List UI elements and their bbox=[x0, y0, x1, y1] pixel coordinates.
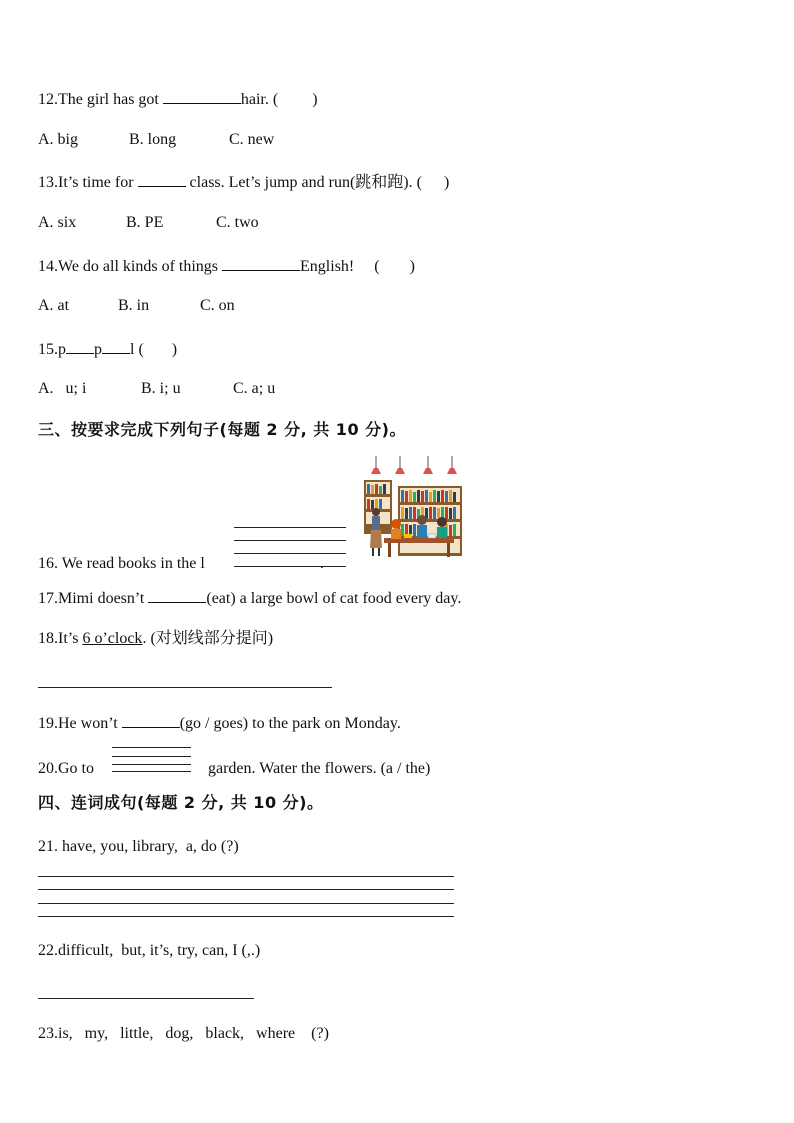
question-text: . (对划线部分提问) bbox=[142, 630, 274, 647]
question-number: 17. bbox=[38, 590, 58, 607]
question-13 bbox=[38, 171, 449, 193]
question-15 bbox=[38, 338, 177, 360]
question-18 bbox=[38, 629, 273, 649]
writing-line[interactable] bbox=[38, 876, 454, 877]
writing-line[interactable] bbox=[38, 916, 454, 917]
section-4-heading: 四、连词成句(每题 2 分, 共 10 分)。 bbox=[38, 793, 324, 812]
question-text: difficult, but, it’s, try, can, I (,.) bbox=[58, 942, 261, 959]
answer-blank[interactable] bbox=[163, 88, 241, 104]
question-number: 23. bbox=[38, 1025, 58, 1042]
question-text: class. Let’s jump and run(跳和跑). ( bbox=[185, 174, 422, 191]
options-15 bbox=[38, 379, 275, 399]
question-text: (go / goes) to the park on Monday. bbox=[179, 715, 401, 732]
options-12 bbox=[38, 130, 274, 150]
question-number: 15. bbox=[38, 341, 58, 358]
writing-line[interactable] bbox=[112, 747, 191, 748]
question-text: It’s bbox=[58, 630, 83, 647]
question-number: 20. bbox=[38, 760, 58, 777]
option-a[interactable]: A. u; i bbox=[38, 380, 87, 397]
option-c[interactable]: C. on bbox=[200, 297, 235, 314]
question-number: 19. bbox=[38, 715, 58, 732]
paren-close: ) bbox=[171, 341, 178, 358]
question-text: We do all kinds of things bbox=[58, 258, 223, 275]
question-text: Go to bbox=[58, 760, 98, 777]
paren-close: ) bbox=[409, 258, 415, 275]
option-c[interactable]: C. two bbox=[216, 214, 259, 231]
option-b[interactable]: B. i; u bbox=[141, 380, 181, 397]
writing-line[interactable] bbox=[234, 540, 346, 541]
question-text: have, you, library, a, do (?) bbox=[58, 838, 239, 855]
question-number: 22. bbox=[38, 942, 58, 959]
option-c[interactable]: C. new bbox=[229, 131, 275, 148]
paren-close: ) bbox=[312, 91, 318, 108]
question-19 bbox=[38, 712, 401, 734]
option-b[interactable]: B. PE bbox=[126, 214, 164, 231]
question-text: garden. Water the flowers. (a / the) bbox=[204, 760, 431, 777]
answer-blank[interactable] bbox=[66, 338, 94, 354]
question-21 bbox=[38, 837, 239, 857]
question-number: 16. bbox=[38, 555, 58, 572]
answer-line[interactable] bbox=[38, 687, 332, 688]
question-16 bbox=[38, 554, 324, 574]
section-3-heading: 三、按要求完成下列句子(每题 2 分, 共 10 分)。 bbox=[38, 420, 406, 439]
question-14 bbox=[38, 255, 415, 277]
option-a[interactable]: A. at bbox=[38, 297, 70, 314]
question-17 bbox=[38, 587, 461, 609]
question-text: It’s time for bbox=[58, 174, 138, 191]
question-number: 18. bbox=[38, 630, 58, 647]
writing-line[interactable] bbox=[112, 756, 191, 757]
question-text: hair. ( bbox=[240, 91, 279, 108]
options-13 bbox=[38, 213, 259, 233]
question-text: Mimi doesn’t bbox=[58, 590, 149, 607]
question-22 bbox=[38, 941, 260, 961]
paren-close: ) bbox=[443, 174, 450, 191]
writing-line[interactable] bbox=[38, 903, 454, 904]
question-23 bbox=[38, 1024, 329, 1044]
word-part: l ( bbox=[130, 341, 144, 358]
option-b[interactable]: B. in bbox=[118, 297, 150, 314]
word-part: p bbox=[58, 341, 66, 358]
option-a[interactable]: A. six bbox=[38, 214, 77, 231]
library-illustration bbox=[360, 456, 466, 560]
question-text: is, my, little, dog, black, where (?) bbox=[58, 1025, 329, 1042]
question-number: 14. bbox=[38, 258, 58, 275]
option-c[interactable]: C. a; u bbox=[233, 380, 276, 397]
question-number: 12. bbox=[38, 91, 58, 108]
underlined-phrase: 6 o’clock bbox=[82, 630, 143, 647]
question-text: (eat) a large bowl of cat food every day. bbox=[206, 590, 462, 607]
period: . bbox=[319, 555, 324, 572]
answer-blank[interactable] bbox=[102, 338, 130, 354]
question-20 bbox=[38, 759, 430, 779]
answer-blank[interactable] bbox=[222, 255, 300, 271]
answer-blank[interactable] bbox=[138, 171, 186, 187]
question-text: English! bbox=[300, 258, 355, 275]
question-number: 21. bbox=[38, 838, 58, 855]
question-text: We read books in the l bbox=[58, 555, 205, 572]
option-b[interactable]: B. long bbox=[129, 131, 177, 148]
question-number: 13. bbox=[38, 174, 58, 191]
options-14 bbox=[38, 296, 235, 316]
answer-blank[interactable] bbox=[148, 587, 206, 603]
option-a[interactable]: A. big bbox=[38, 131, 78, 148]
answer-blank[interactable] bbox=[122, 712, 180, 728]
paren-open: ( bbox=[374, 258, 380, 275]
question-12 bbox=[38, 88, 318, 110]
answer-line[interactable] bbox=[38, 998, 254, 999]
writing-line[interactable] bbox=[234, 527, 346, 528]
writing-line[interactable] bbox=[38, 889, 454, 890]
word-part: p bbox=[94, 341, 102, 358]
question-text: He won’t bbox=[58, 715, 122, 732]
question-text: The girl has got bbox=[58, 91, 163, 108]
